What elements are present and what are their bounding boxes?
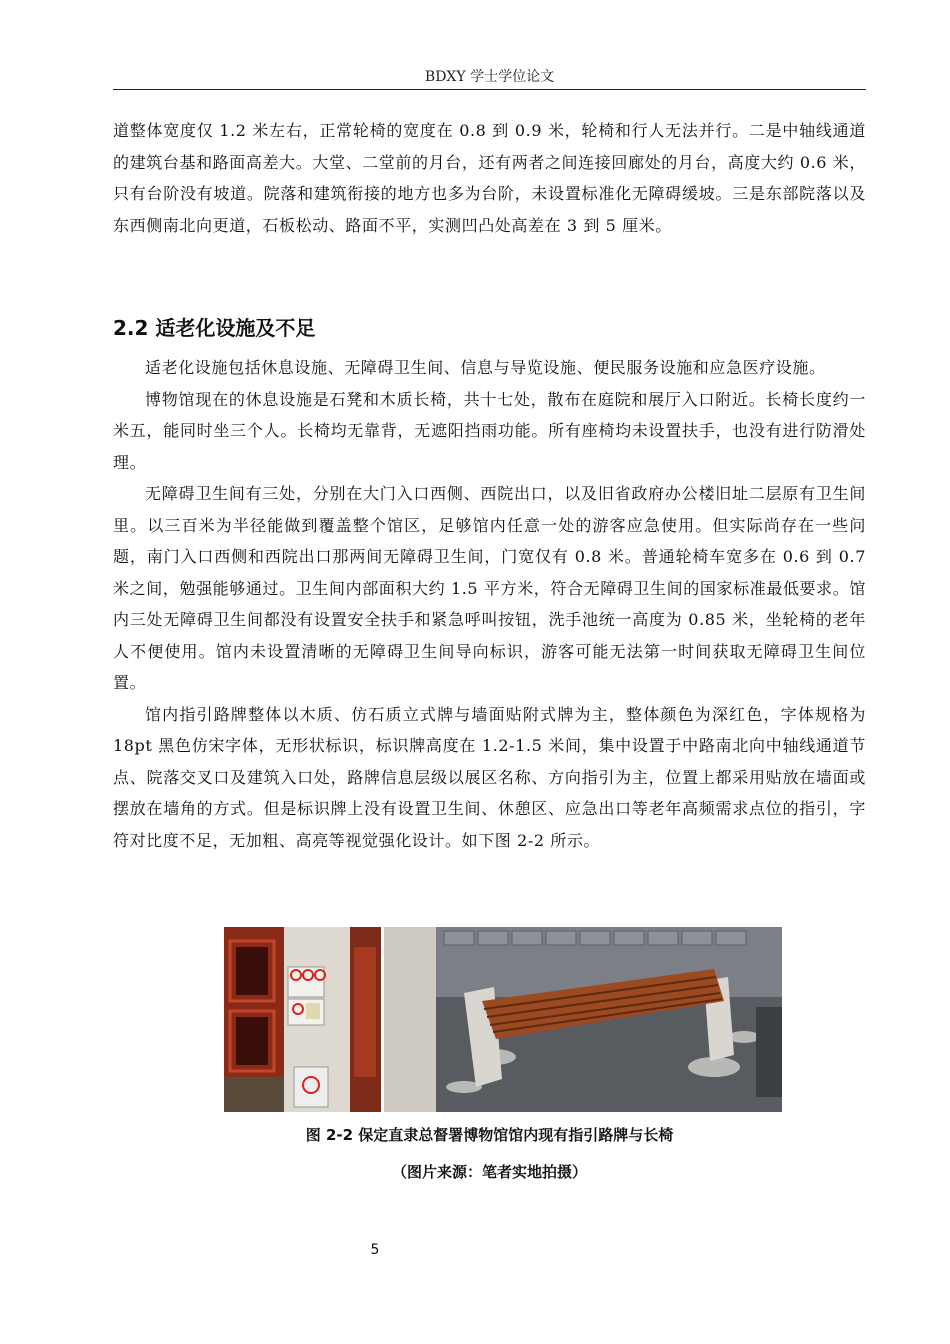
section-body xyxy=(113,352,866,856)
page-number: 5 xyxy=(370,1242,380,1258)
paragraph: 无障碍卫生间有三处，分别在大门入口西侧、西院出口，以及旧省政府办公楼旧址二层原有卫生间里。以三百米为半径能做到覆盖整个馆区，足够馆内任意一处的游客应急使用。但实际尚存在一些问题，南门入口西侧和西院出口那两间无障碍卫生间，门宽仅有 0.8 米。普通轮椅车宽多在 0.6 到 0.7 米之间，勉强能够通过。卫生间内部面积大约 1.5 平方米，符合无障碍卫生间的国家标准最低要求。馆内三处无障碍卫生间都没有设置安全扶手和紧急呼叫按钮，洗手池统一高度为 0.85 米，坐轮椅的老年人不便使用。馆内未设置清晰的无障碍卫生间导向标识，游客可能无法第一时间获取无障碍卫生间位置。 xyxy=(113,484,866,692)
section-title: 2.2 适老化设施及不足 xyxy=(113,316,316,340)
running-header: BDXY 学士学位论文 xyxy=(424,69,555,85)
paragraph: 博物馆现在的休息设施是石凳和木质长椅，共十七处，散布在庭院和展厅入口附近。长椅长度约一米五，能同时坐三个人。长椅均无靠背，无遮阳挡雨功能。所有座椅均未设置扶手，也没有进行防滑处理。 xyxy=(113,389,866,472)
paragraph-text: 道整体宽度仅 1.2 米左右，正常轮椅的宽度在 0.8 到 0.9 米，轮椅和行人无法并行。二是中轴线通道的建筑台基和路面高差大。大堂、二堂前的月台，还有两者之间连接回廊处的月台，高度大约 0.6 米，只有台阶没有坡道。院落和建筑衔接的地方也多为台阶，未设置标准化无障碍缓坡。三是东部院落以及东西侧南北向更道，石板松动、路面不平，实测凹凸处高差在 3 到 5 厘米。 xyxy=(113,121,866,235)
figure-photos xyxy=(224,927,782,1112)
signboard-photo xyxy=(224,927,381,1112)
paragraph: 馆内指引路牌整体以木质、仿石质立式牌与墙面贴附式牌为主，整体颜色为深红色，字体规格为 18pt 黑色仿宋字体，无形状标识，标识牌高度在 1.2-1.5 米间，集中设置于中路南北向中轴线通道节点、院落交叉口及建筑入口处，路牌信息层级以展区名称、方向指引为主，位置上都采用贴放在墙面或摆放在墙角的方式。但是标识牌上没有设置卫生间、休憩区、应急出口等老年高频需求点位的指引，字符对比度不足，无加粗、高亮等视觉强化设计。如下图 2-2 所示。 xyxy=(113,704,866,850)
figure-caption: 图 2-2 保定直隶总督署博物馆馆内现有指引路牌与长椅 xyxy=(305,1126,674,1144)
intro-paragraph xyxy=(113,115,866,241)
header-rule xyxy=(113,89,866,90)
paragraph: 适老化设施包括休息设施、无障碍卫生间、信息与导览设施、便民服务设施和应急医疗设施。 xyxy=(145,358,826,377)
bench-photo xyxy=(384,927,782,1112)
figure-source: （图片来源：笔者实地拍摄） xyxy=(391,1163,587,1181)
